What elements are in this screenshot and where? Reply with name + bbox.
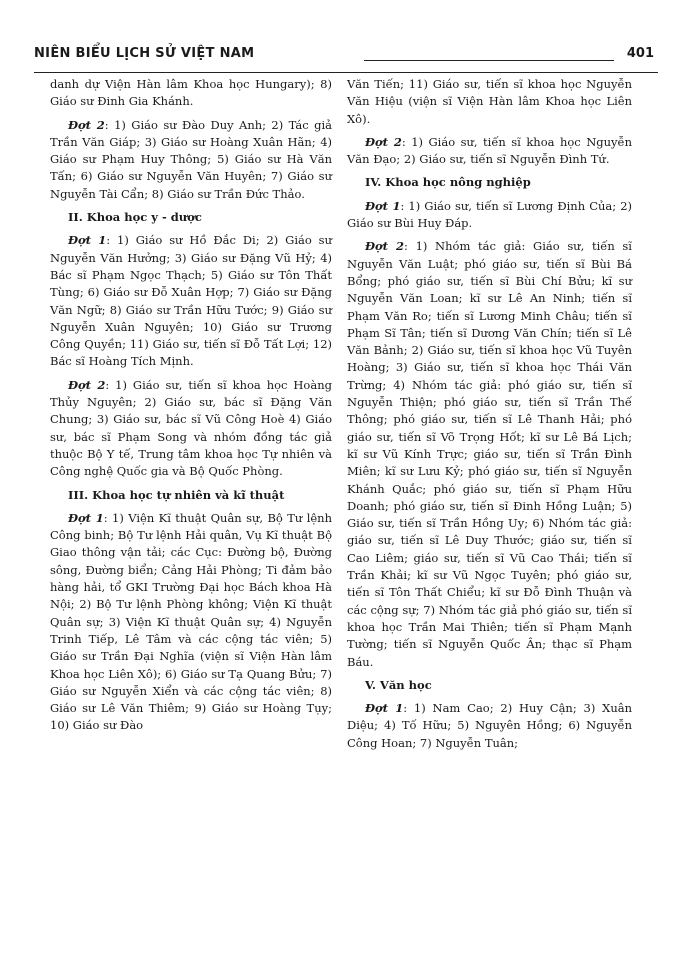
paragraph	[50, 377, 332, 481]
section-heading: IV. Khoa học nông nghiệp	[365, 175, 531, 190]
paragraph	[347, 700, 632, 752]
paragraph-text: : 1) Giáo sư, tiến sĩ khoa học Hoàng Thủy Nguyên; 2) Giáo sư, bác sĩ Đặng Văn Chung; 3) Giáo sư, bác sĩ Vũ Công Hoè 4) Giáo sư, bác sĩ Phạm Song và nhóm đồng tác giả thuộc Bộ Y tế, Trung tâm khoa học Tự nhiên và Công nghệ Quốc gia và Bộ Quốc Phòng.	[50, 377, 332, 479]
round-label: Đợt 2	[365, 134, 402, 149]
paragraph-text: : 1) Giáo sư Hồ Đắc Di; 2) Giáo sư Nguyễn Văn Hưởng; 3) Giáo sư Đặng Vũ Hỷ; 4) Bác sĩ Phạm Ngọc Thạch; 5) Giáo sư Tôn Thất Tùng; 6) Giáo sư Đỗ Xuân Hợp; 7) Giáo sư Đặng Văn Ngữ; 8) Giáo sư Trần Hữu Tước; 9) Giáo sư Nguyễn Xuân Nguyên; 10) Giáo sư Trương Công Quyền; 11) Giáo sư, tiến sĩ Đỗ Tất Lợi; 12) Bác sĩ Hoàng Tích Mịnh.	[50, 233, 332, 369]
round-label: Đợt 1	[68, 233, 107, 248]
round-label: Đợt 1	[365, 198, 401, 213]
round-label: Đợt 2	[365, 239, 405, 254]
header-rule	[364, 60, 614, 61]
paragraph-continued: danh dự Viện Hàn lâm Khoa học Hungary); 8) Giáo sư Đinh Gia Khánh.	[50, 77, 332, 109]
right-column	[347, 76, 632, 758]
running-header	[34, 46, 654, 68]
paragraph	[50, 117, 332, 203]
left-column	[50, 76, 332, 741]
section-heading: V. Văn học	[365, 677, 432, 692]
section-heading: II. Khoa học y - dược	[68, 210, 202, 225]
paragraph-text: : 1) Giáo sư Đào Duy Anh; 2) Tác giả Trần Văn Giáp; 3) Giáo sư Hoàng Xuân Hãn; 4) Giáo sư Phạm Huy Thông; 5) Giáo sư Hà Văn Tấn; 6) Giáo sư Nguyễn Văn Huyên; 7) Giáo sư Nguyễn Tài Cẩn; 8) Giáo sư Trần Đức Thảo.	[50, 117, 332, 201]
paragraph	[50, 510, 332, 735]
round-label: Đợt 1	[365, 701, 404, 716]
paragraph-text: : 1) Nhóm tác giả: Giáo sư, tiến sĩ Nguyễn Văn Luật; phó giáo sư, tiến sĩ Bùi Bá Bổng; phó giáo sư, tiến sĩ Bùi Chí Bửu; kĩ sư Nguyễn Văn Loan; kĩ sư Lê An Ninh; tiến sĩ Phạm Văn Ro; tiến sĩ Lương Minh Châu; tiến sĩ Phạm Sĩ Tân; tiến sĩ Dương Văn Chín; tiến sĩ Lê Văn Bảnh; 2) Giáo sư, tiến sĩ khoa học Vũ Tuyên Hoàng; 3) Giáo sư, tiến sĩ khoa học Thái Văn Trừng; 4) Nhóm tác giả: phó giáo sư, tiến sĩ Nguyễn Thiện; phó giáo sư, tiến sĩ Trần Thế Thông; phó giáo sư, tiến sĩ Lê Thanh Hải; phó giáo sư, tiến sĩ Võ Trọng Hốt; kĩ sư Lê Bá Lịch; kĩ sư Vũ Kính Trực; giáo sư, tiến sĩ Trần Đình Miên; kĩ sư Lưu Kỷ; phó giáo sư, tiến sĩ Nguyễn Khánh Quắc; phó giáo sư, tiến sĩ Phạm Hữu Doanh; phó giáo sư, tiến sĩ Đinh Hồng Luận; 5) Giáo sư, tiến sĩ Trần Hồng Uy; 6) Nhóm tác giả: giáo sư, tiến sĩ Lê Duy Thước; giáo sư, tiến sĩ Cao Liêm; giáo sư, tiến sĩ Vũ Cao Thái; tiến sĩ Trần Khải; kĩ sư Vũ Ngọc Tuyên; phó giáo sư, tiến sĩ Tôn Thất Chiểu; kĩ sư Đỗ Đình Thuận và các cộng sự; 7) Nhóm tác giả phó giáo sư, tiến sĩ khoa học Trần Mai Thiên; tiến sĩ Phạm Mạnh Tường; tiến sĩ Nguyễn Quốc Ân; thạc sĩ Phạm Báu.	[347, 239, 632, 669]
paragraph-text: : 1) Viện Kĩ thuật Quân sự, Bộ Tư lệnh Công binh; Bộ Tư lệnh Hải quân, Vụ Kĩ thuật Bộ Giao thông vận tải; các Cục: Đường bộ, Đường sông, Đường biển; Cảng Hải Phòng; Ti đảm bảo hàng hải, tổ GKI Trường Đại học Bách khoa Hà Nội; 2) Bộ Tư lệnh Phòng không; Viện Kĩ thuật Quân sự; 3) Viện Kĩ thuật Quân sự; 4) Nguyễn Trinh Tiếp, Lê Tâm và các cộng tác viên; 5) Giáo sư Trần Đại Nghĩa (viện sĩ Viện Hàn lâm Khoa học Liên Xô); 6) Giáo sư Tạ Quang Bửu; 7) Giáo sư Nguyễn Xiển và các cộng tác viên; 8) Giáo sư Lê Văn Thiêm; 9) Giáo sư Hoàng Tụy; 10) Giáo sư Đào	[50, 510, 332, 733]
section-heading: III. Khoa học tự nhiên và kĩ thuật	[68, 487, 285, 502]
paragraph	[347, 198, 632, 233]
paragraph-text: : 1) Giáo sư, tiến sĩ khoa học Nguyễn Văn Đạo; 2) Giáo sư, tiến sĩ Nguyễn Đình Tứ.	[347, 134, 632, 167]
header-underline	[34, 72, 658, 73]
round-label: Đợt 1	[68, 510, 104, 525]
paragraph-text: : 1) Giáo sư, tiến sĩ Lương Định Của; 2) Giáo sư Bùi Huy Đáp.	[347, 198, 633, 231]
round-label: Đợt 2	[68, 377, 106, 392]
paragraph-text: : 1) Nam Cao; 2) Huy Cận; 3) Xuân Diệu; 4) Tố Hữu; 5) Nguyên Hồng; 6) Nguyễn Công Hoan; 7) Nguyễn Tuân;	[347, 701, 632, 750]
round-label: Đợt 2	[68, 117, 105, 132]
running-title: NIÊN BIỂU LỊCH SỬ VIỆT NAM	[34, 46, 255, 61]
paragraph-continued: Văn Tiến; 11) Giáo sư, tiến sĩ khoa học Nguyễn Văn Hiệu (viện sĩ Viện Hàn lâm Khoa học Liên Xô).	[347, 77, 632, 126]
paragraph	[347, 134, 632, 169]
paragraph	[50, 232, 332, 370]
paragraph	[347, 238, 632, 670]
page-number: 401	[626, 46, 654, 61]
